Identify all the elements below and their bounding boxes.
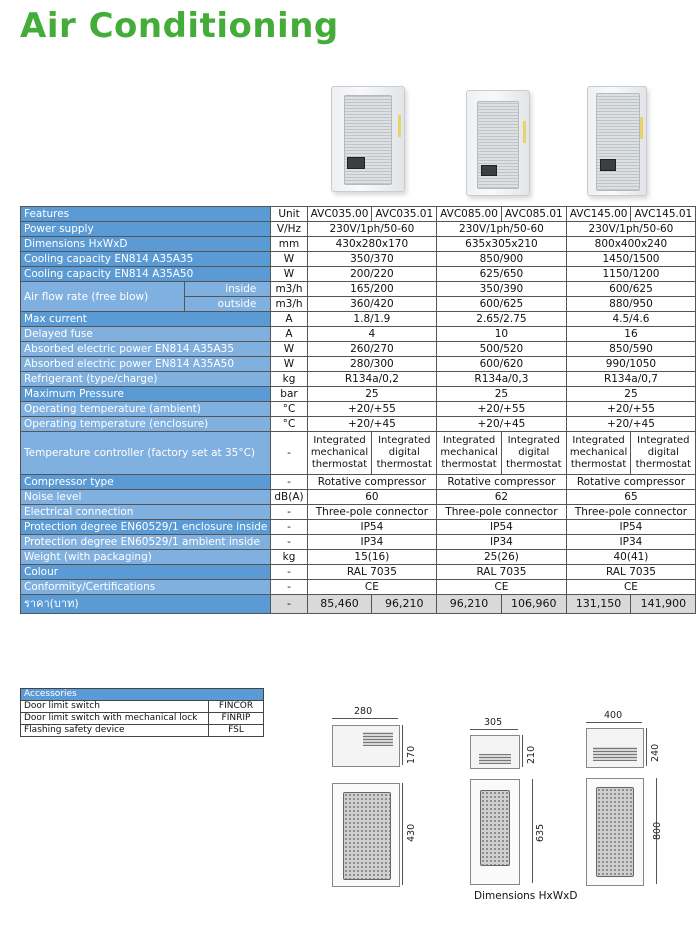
row-unit: A: [271, 312, 307, 327]
row-unit: -: [271, 520, 307, 535]
cell-value: +20/+55: [307, 402, 437, 417]
column-header-model: AVC145.00: [566, 207, 631, 222]
cell-value: +20/+55: [566, 402, 696, 417]
row-label: Operating temperature (enclosure): [21, 417, 271, 432]
cell-value: Integrated digital thermostat: [501, 432, 566, 475]
cell-value: IP34: [566, 535, 696, 550]
cell-value: 1450/1500: [566, 252, 696, 267]
row-label: Absorbed electric power EN814 A35A50: [21, 357, 271, 372]
cell-value: CE: [437, 580, 567, 595]
dim-top-height-1: 170: [406, 745, 417, 764]
table-row: [21, 432, 696, 475]
row-unit: °C: [271, 417, 307, 432]
row-unit: -: [271, 475, 307, 490]
cell-value: Integrated digital thermostat: [372, 432, 437, 475]
column-header-model: AVC035.00: [307, 207, 372, 222]
cell-value: 65: [566, 490, 696, 505]
row-unit: W: [271, 342, 307, 357]
cell-value: Three-pole connector: [566, 505, 696, 520]
cell-value: R134a/0,2: [307, 372, 437, 387]
accessories-table: [20, 688, 264, 737]
accessory-code: FINCOR: [209, 701, 264, 713]
row-label: Electrical connection: [21, 505, 271, 520]
cell-value: 4: [307, 327, 437, 342]
cell-value: IP54: [566, 520, 696, 535]
row-unit: m3/h: [271, 282, 307, 297]
cell-value: IP34: [437, 535, 567, 550]
row-label: Protection degree EN60529/1 enclosure inside: [21, 520, 271, 535]
cell-value: Rotative compressor: [566, 475, 696, 490]
table-row: [21, 402, 696, 417]
cell-value: Rotative compressor: [437, 475, 567, 490]
cell-value: 1.8/1.9: [307, 312, 437, 327]
row-label: Temperature controller (factory set at 35°C): [21, 432, 271, 475]
cell-value: 165/200: [307, 282, 437, 297]
row-unit: W: [271, 357, 307, 372]
cell-value: 40(41): [566, 550, 696, 565]
table-row: [21, 475, 696, 490]
column-header-features: Features: [21, 207, 271, 222]
row-label: Conformity/Certifications: [21, 580, 271, 595]
accessory-name: Door limit switch with mechanical lock: [21, 713, 209, 725]
product-image-avc085: [466, 90, 530, 196]
cell-value: 25: [566, 387, 696, 402]
list-item: [21, 713, 264, 725]
cell-value: 990/1050: [566, 357, 696, 372]
cell-value: IP54: [437, 520, 567, 535]
cell-value: Integrated mechanical thermostat: [307, 432, 372, 475]
cell-value: IP54: [307, 520, 437, 535]
column-header-model: AVC085.00: [437, 207, 502, 222]
cell-value: 1150/1200: [566, 267, 696, 282]
cell-value: 4.5/4.6: [566, 312, 696, 327]
cell-value: 600/620: [437, 357, 567, 372]
row-label: Maximum Pressure: [21, 387, 271, 402]
row-unit: bar: [271, 387, 307, 402]
table-row: [21, 312, 696, 327]
table-row: [21, 327, 696, 342]
table-row: [21, 387, 696, 402]
cell-value: 15(16): [307, 550, 437, 565]
dim-main-height-2: 635: [535, 823, 546, 842]
row-label: Protection degree EN60529/1 ambient inside: [21, 535, 271, 550]
cell-value: 625/650: [437, 267, 567, 282]
table-row: [21, 252, 696, 267]
column-header-model: AVC085.01: [501, 207, 566, 222]
table-row: [21, 490, 696, 505]
table-row-price: [21, 595, 696, 614]
row-label: Compressor type: [21, 475, 271, 490]
row-unit: dB(A): [271, 490, 307, 505]
row-label: Operating temperature (ambient): [21, 402, 271, 417]
accessories-header: Accessories: [21, 689, 264, 701]
table-row: [21, 550, 696, 565]
cell-value: 280/300: [307, 357, 437, 372]
cell-value: Integrated mechanical thermostat: [566, 432, 631, 475]
dim-top-height-2: 210: [526, 745, 537, 764]
column-header-model: AVC035.01: [372, 207, 437, 222]
dim-top-height-3: 240: [650, 743, 661, 762]
cell-value: 25: [437, 387, 567, 402]
row-unit: A: [271, 327, 307, 342]
cell-value: 360/420: [307, 297, 437, 312]
cell-value: Integrated digital thermostat: [631, 432, 696, 475]
cell-value: 62: [437, 490, 567, 505]
row-label: Absorbed electric power EN814 A35A35: [21, 342, 271, 357]
cell-value: IP34: [307, 535, 437, 550]
row-unit: -: [271, 505, 307, 520]
row-unit: W: [271, 267, 307, 282]
row-label: Refrigerant (type/charge): [21, 372, 271, 387]
dim-width-1: 280: [354, 706, 373, 717]
row-unit: m3/h: [271, 297, 307, 312]
row-label: Noise level: [21, 490, 271, 505]
row-unit: kg: [271, 550, 307, 565]
cell-value: 800x400x240: [566, 237, 696, 252]
cell-value: 200/220: [307, 267, 437, 282]
row-unit: W: [271, 252, 307, 267]
list-item: [21, 725, 264, 737]
price-label: ราคา(บาท): [21, 595, 271, 614]
column-header-unit: Unit: [271, 207, 307, 222]
column-header-model: AVC145.01: [631, 207, 696, 222]
row-label: Delayed fuse: [21, 327, 271, 342]
cell-value: 850/900: [437, 252, 567, 267]
table-row: [21, 342, 696, 357]
row-unit: -: [271, 595, 307, 614]
cell-value: 60: [307, 490, 437, 505]
dim-width-3: 400: [604, 710, 623, 721]
price-value: 96,210: [372, 595, 437, 614]
row-unit: -: [271, 580, 307, 595]
table-row: [21, 565, 696, 580]
dim-width-2: 305: [484, 717, 503, 728]
table-row: [21, 267, 696, 282]
row-unit: kg: [271, 372, 307, 387]
cell-value: +20/+45: [307, 417, 437, 432]
cell-value: RAL 7035: [437, 565, 567, 580]
cell-value: 230V/1ph/50-60: [437, 222, 567, 237]
row-unit: V/Hz: [271, 222, 307, 237]
row-label: Dimensions HxWxD: [21, 237, 271, 252]
table-row: [21, 282, 696, 297]
cell-value: CE: [307, 580, 437, 595]
cell-value: R134a/0,7: [566, 372, 696, 387]
cell-value: 350/390: [437, 282, 567, 297]
row-label: Weight (with packaging): [21, 550, 271, 565]
cell-value: 880/950: [566, 297, 696, 312]
table-row: [21, 222, 696, 237]
table-row: [21, 580, 696, 595]
cell-value: 25: [307, 387, 437, 402]
row-label: Colour: [21, 565, 271, 580]
spec-table: [20, 206, 696, 614]
cell-value: Three-pole connector: [437, 505, 567, 520]
cell-value: +20/+55: [437, 402, 567, 417]
cell-value: R134a/0,3: [437, 372, 567, 387]
accessory-code: FINRIP: [209, 713, 264, 725]
cell-value: 350/370: [307, 252, 437, 267]
table-row: [21, 357, 696, 372]
row-label: Power supply: [21, 222, 271, 237]
price-value: 141,900: [631, 595, 696, 614]
cell-value: 25(26): [437, 550, 567, 565]
cell-value: 600/625: [437, 297, 567, 312]
table-row: [21, 505, 696, 520]
cell-value: +20/+45: [437, 417, 567, 432]
price-value: 106,960: [501, 595, 566, 614]
cell-value: 600/625: [566, 282, 696, 297]
row-unit: -: [271, 535, 307, 550]
product-image-avc145: [587, 86, 647, 196]
table-row: [21, 237, 696, 252]
cell-value: 850/590: [566, 342, 696, 357]
dim-main-height-1: 430: [406, 823, 417, 842]
cell-value: RAL 7035: [307, 565, 437, 580]
cell-value: 500/520: [437, 342, 567, 357]
list-item: [21, 701, 264, 713]
cell-value: 635x305x210: [437, 237, 567, 252]
accessory-name: Flashing safety device: [21, 725, 209, 737]
row-label: Cooling capacity EN814 A35A50: [21, 267, 271, 282]
row-sublabel: inside: [185, 282, 271, 297]
cell-value: 16: [566, 327, 696, 342]
row-label: Air flow rate (free blow): [21, 282, 185, 312]
accessory-name: Door limit switch: [21, 701, 209, 713]
cell-value: 10: [437, 327, 567, 342]
table-row: [21, 520, 696, 535]
page-title: Air Conditioning: [20, 6, 339, 46]
row-label: Cooling capacity EN814 A35A35: [21, 252, 271, 267]
cell-value: Integrated mechanical thermostat: [437, 432, 502, 475]
table-row: [21, 535, 696, 550]
cell-value: 430x280x170: [307, 237, 437, 252]
cell-value: RAL 7035: [566, 565, 696, 580]
price-value: 85,460: [307, 595, 372, 614]
table-row: [21, 372, 696, 387]
cell-value: 230V/1ph/50-60: [566, 222, 696, 237]
table-header-row: [21, 207, 696, 222]
product-image-avc035: [331, 86, 405, 192]
price-value: 96,210: [437, 595, 502, 614]
row-sublabel: outside: [185, 297, 271, 312]
table-row: [21, 417, 696, 432]
row-unit: -: [271, 432, 307, 475]
cell-value: 230V/1ph/50-60: [307, 222, 437, 237]
cell-value: 260/270: [307, 342, 437, 357]
cell-value: Three-pole connector: [307, 505, 437, 520]
dimensions-caption: Dimensions HxWxD: [474, 890, 578, 902]
price-value: 131,150: [566, 595, 631, 614]
row-unit: mm: [271, 237, 307, 252]
row-label: Max current: [21, 312, 271, 327]
accessory-code: FSL: [209, 725, 264, 737]
row-unit: -: [271, 565, 307, 580]
cell-value: CE: [566, 580, 696, 595]
cell-value: 2.65/2.75: [437, 312, 567, 327]
cell-value: +20/+45: [566, 417, 696, 432]
cell-value: Rotative compressor: [307, 475, 437, 490]
row-unit: °C: [271, 402, 307, 417]
dim-main-height-3: 800: [652, 821, 663, 840]
